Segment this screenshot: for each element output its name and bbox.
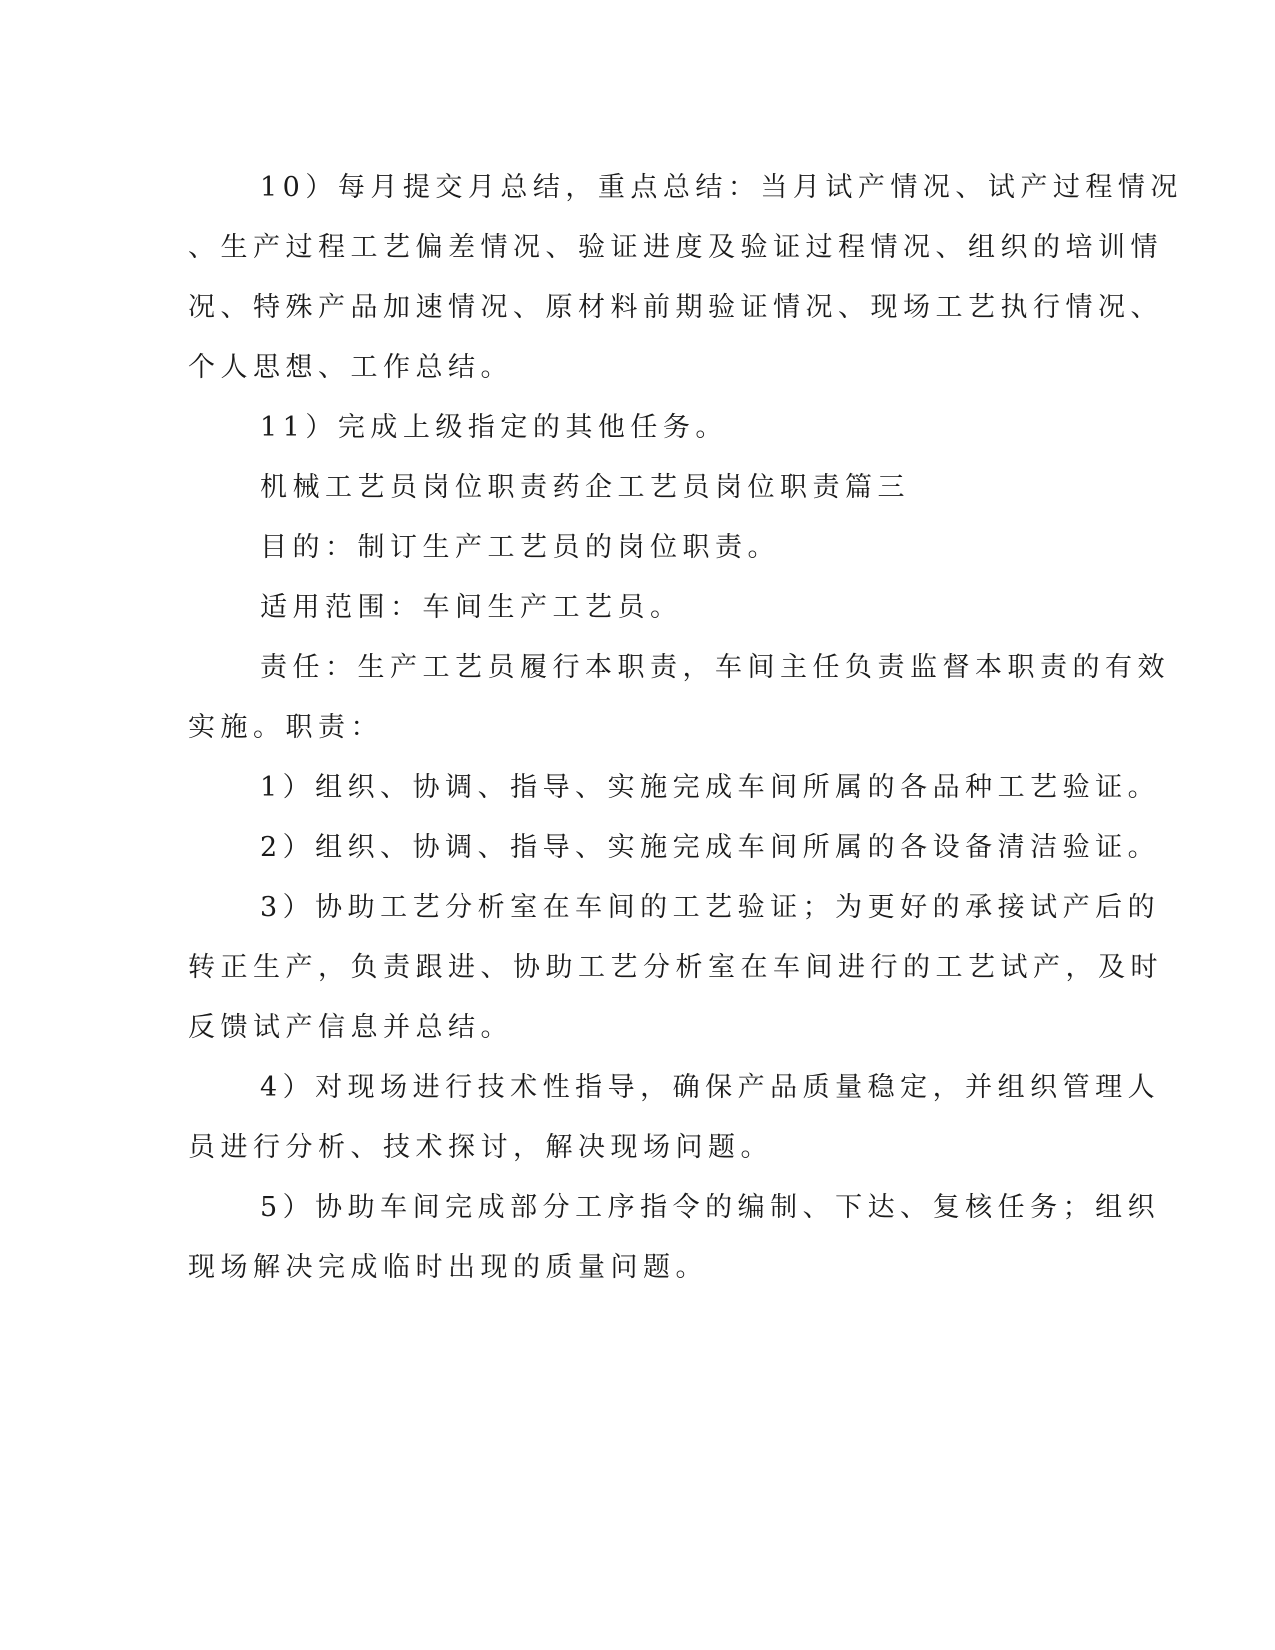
paragraph-duty-4	[188, 1058, 1161, 1178]
section-heading	[188, 458, 1070, 518]
paragraph-purpose	[188, 518, 1070, 578]
text-line: 现场解决完成临时出现的质量问题。	[188, 1252, 708, 1283]
document-body	[188, 158, 1183, 1298]
text-line: 5）协助车间完成部分工序指令的编制、下达、复核任务；组织	[260, 1192, 1161, 1223]
text-line: 转正生产，负责跟进、协助工艺分析室在车间进行的工艺试产，及时	[188, 952, 1163, 983]
paragraph-duty-5	[188, 1178, 1161, 1298]
text-line: 10）每月提交月总结，重点总结：当月试产情况、试产过程情况	[260, 172, 1183, 203]
text-line: 、生产过程工艺偏差情况、验证进度及验证过程情况、组织的培训情	[188, 232, 1163, 263]
text-line: 3）协助工艺分析室在车间的工艺验证；为更好的承接试产后的	[260, 892, 1161, 923]
text-line: 2）组织、协调、指导、实施完成车间所属的各设备清洁验证。	[260, 832, 1161, 863]
paragraph-duty-2	[188, 818, 1161, 878]
paragraph-duty-3	[188, 878, 1163, 1058]
text-line: 4）对现场进行技术性指导，确保产品质量稳定，并组织管理人	[260, 1072, 1161, 1103]
paragraph-duty-1	[188, 758, 1161, 818]
text-line: 机械工艺员岗位职责药企工艺员岗位职责篇三	[260, 472, 910, 503]
text-line: 反馈试产信息并总结。	[188, 1012, 513, 1043]
paragraph-responsibility	[188, 638, 1170, 758]
paragraph-item-10	[188, 158, 1183, 398]
text-line: 1）组织、协调、指导、实施完成车间所属的各品种工艺验证。	[260, 772, 1161, 803]
text-line: 实施。职责：	[188, 712, 383, 743]
text-line: 11）完成上级指定的其他任务。	[260, 412, 728, 443]
text-line: 适用范围：车间生产工艺员。	[260, 592, 683, 623]
paragraph-item-11	[188, 398, 1070, 458]
paragraph-scope	[188, 578, 1070, 638]
text-line: 个人思想、工作总结。	[188, 352, 513, 383]
text-line: 责任：生产工艺员履行本职责，车间主任负责监督本职责的有效	[260, 652, 1170, 683]
text-line: 目的：制订生产工艺员的岗位职责。	[260, 532, 780, 563]
text-line: 况、特殊产品加速情况、原材料前期验证情况、现场工艺执行情况、	[188, 292, 1163, 323]
text-line: 员进行分析、技术探讨，解决现场问题。	[188, 1132, 773, 1163]
